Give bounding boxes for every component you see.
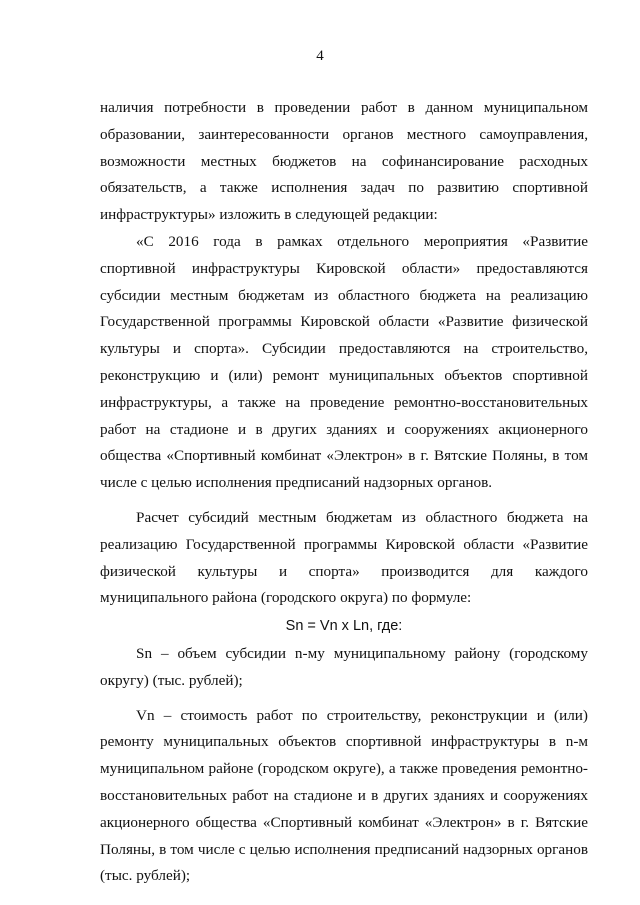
document-body: [100, 95, 588, 890]
paragraph-1: наличия потребности в проведении работ в данном муниципальном образовании, заинтересованности органов местного самоуправления, возможности местных бюджетов на софинансирование расходных обязательств, а также исполнения задач по развитию спортивной инфраструктуры» изложить в следующей редакции:: [100, 99, 588, 224]
paragraph-sn-definition: Sn – объем субсидии n-му муниципальному району (городскому округу) (тыс. рублей);: [100, 644, 588, 689]
paragraph-3: Расчет субсидий местным бюджетам из областного бюджета на реализацию Государственной программы Кировской области «Развитие физической культуры и спорта» производится для каждого муниципального района (городского округа) по формуле:: [100, 508, 588, 607]
paragraph-vn-definition: Vn – стоимость работ по строительству, реконструкции и (или) ремонту муниципальных объектов спортивной инфраструктуры в n-м муниципальном районе (городском округе), а также проведения ремонтно-восстановительных работ на стадионе и в других зданиях и сооружениях акционерного общества «Спортивный комбинат «Электрон» в г. Вятские Поляны, в том числе с целью исполнения предписаний надзорных органов (тыс. рублей);: [100, 706, 588, 885]
page-number: 4: [316, 48, 324, 64]
formula: Sn = Vn x Ln, где:: [285, 618, 403, 635]
paragraph-2: «С 2016 года в рамках отдельного мероприятия «Развитие спортивной инфраструктуры Кировской области» предоставляются субсидии местным бюджетам из областного бюджета на реализацию Государственной программы Кировской области «Развитие физической культуры и спорта». Субсидии предоставляются на строительство, реконструкцию и (или) ремонт муниципальных объектов спортивной инфраструктуры, а также на проведение ремонтно-восстановительных работ на стадионе и в других зданиях и сооружениях акционерного общества «Спортивный комбинат «Электрон» в г. Вятские Поляны, в том числе с целью исполнения предписаний надзорных органов.: [100, 232, 588, 492]
